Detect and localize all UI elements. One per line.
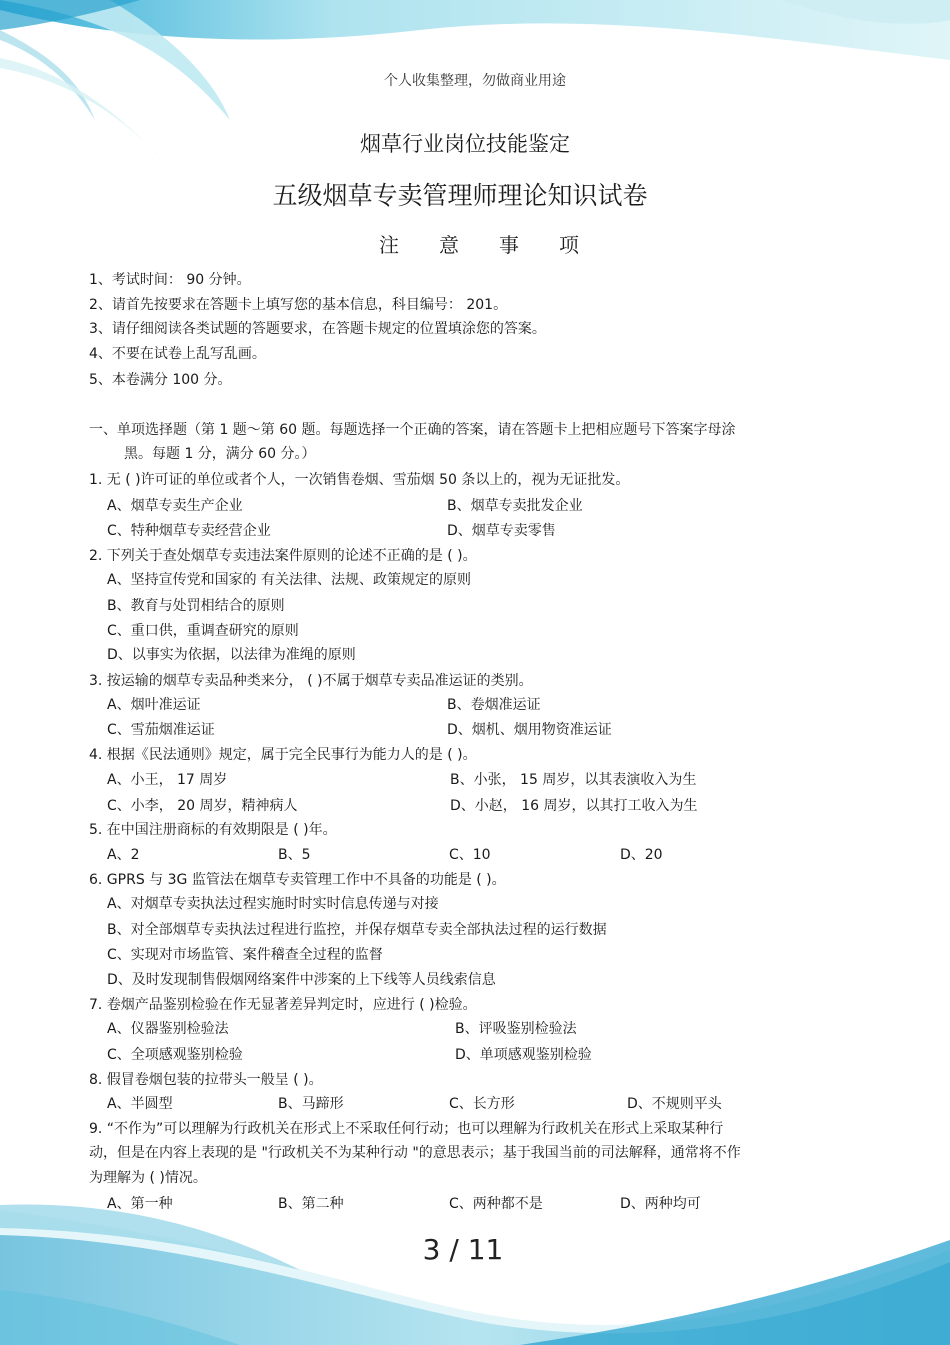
- question-option: D、20: [620, 847, 663, 863]
- question-option: D、小赵， 16 周岁，以其打工收入为生: [450, 798, 698, 814]
- question-option: D、烟草专卖零售: [447, 523, 556, 539]
- notice-item: 1、考试时间： 90 分钟。: [89, 272, 251, 288]
- question-option: A、对烟草专卖执法过程实施时时实时信息传递与对接: [107, 896, 439, 912]
- section-heading: 一、单项选择题（第 1 题～第 60 题。每题选择一个正确的答案，请在答题卡上把相应题号下答案字母涂: [89, 422, 736, 438]
- question-option: B、烟草专卖批发企业: [447, 498, 583, 514]
- question-stem: 7. 卷烟产品鉴别检验在作无显著差异判定时，应进行 ( )检验。: [89, 997, 477, 1013]
- question-option: D、及时发现制售假烟网络案件中涉案的上下线等人员线索信息: [107, 972, 496, 988]
- question-option: A、坚持宣传党和国家的 有关法律、法规、政策规定的原则: [107, 572, 472, 588]
- question-option: C、特种烟草专卖经营企业: [107, 523, 271, 539]
- question-stem: 1. 无 ( )许可证的单位或者个人，一次销售卷烟、雪茄烟 50 条以上的，视为无证批发。: [89, 472, 630, 488]
- question-option: D、单项感观鉴别检验: [455, 1047, 592, 1063]
- question-option: A、第一种: [107, 1196, 173, 1212]
- question-option: A、2: [107, 847, 140, 863]
- question-option: C、实现对市场监管、案件稽查全过程的监督: [107, 947, 383, 963]
- question-stem-cont: 为理解为 ( )情况。: [89, 1170, 207, 1186]
- exam-title-line1: 烟草行业岗位技能鉴定: [360, 132, 570, 156]
- question-stem: 4. 根据《民法通则》规定，属于完全民事行为能力人的是 ( )。: [89, 747, 477, 763]
- question-option: B、评吸鉴别检验法: [455, 1021, 577, 1037]
- question-option: B、马蹄形: [278, 1096, 344, 1112]
- question-option: A、半圆型: [107, 1096, 173, 1112]
- question-option: D、不规则平头: [627, 1096, 722, 1112]
- question-option: C、10: [449, 847, 491, 863]
- question-option: C、重口供，重调查研究的原则: [107, 623, 299, 639]
- notice-item: 2、请首先按要求在答题卡上填写您的基本信息，科目编号： 201。: [89, 297, 508, 313]
- question-stem: 5. 在中国注册商标的有效期限是 ( )年。: [89, 822, 337, 838]
- notice-heading: 注意事项: [379, 233, 619, 257]
- exam-title-line2: 五级烟草专卖管理师理论知识试卷: [272, 181, 648, 210]
- notice-item: 5、本卷满分 100 分。: [89, 372, 232, 388]
- notice-item: 4、不要在试卷上乱写乱画。: [89, 346, 266, 362]
- question-stem: 9. “不作为”可以理解为行政机关在形式上不采取任何行动；也可以理解为行政机关在形式上采取某种行: [89, 1121, 724, 1137]
- question-option: C、小李， 20 周岁，精神病人: [107, 798, 298, 814]
- question-option: B、第二种: [278, 1196, 344, 1212]
- section-heading-cont: 黑。每题 1 分，满分 60 分。）: [124, 446, 316, 462]
- question-stem: 2. 下列关于查处烟草专卖违法案件原则的论述不正确的是 ( )。: [89, 548, 477, 564]
- question-option: B、小张， 15 周岁，以其表演收入为生: [450, 772, 697, 788]
- question-option: A、仪器鉴别检验法: [107, 1021, 229, 1037]
- question-option: B、对全部烟草专卖执法过程进行监控，并保存烟草专卖全部执法过程的运行数据: [107, 922, 607, 938]
- question-stem: 8. 假冒卷烟包装的拉带头一般呈 ( )。: [89, 1072, 323, 1088]
- page-number: 3 / 11: [422, 1233, 504, 1266]
- question-option: C、长方形: [449, 1096, 515, 1112]
- question-option: A、小王， 17 周岁: [107, 772, 228, 788]
- question-option: C、两种都不是: [449, 1196, 543, 1212]
- question-option: C、雪茄烟准运证: [107, 722, 215, 738]
- question-option: B、卷烟准运证: [447, 697, 541, 713]
- question-option: B、教育与处罚相结合的原则: [107, 598, 285, 614]
- question-option: D、两种均可: [620, 1196, 701, 1212]
- notice-item: 3、请仔细阅读各类试题的答题要求，在答题卡规定的位置填涂您的答案。: [89, 321, 546, 337]
- question-option: D、烟机、烟用物资准运证: [447, 722, 612, 738]
- question-option: D、以事实为依据，以法律为准绳的原则: [107, 647, 356, 663]
- question-option: B、5: [278, 847, 311, 863]
- question-option: A、烟草专卖生产企业: [107, 498, 243, 514]
- question-stem: 3. 按运输的烟草专卖品种类来分， ( )不属于烟草专卖品准运证的类别。: [89, 673, 533, 689]
- question-stem: 6. GPRS 与 3G 监管法在烟草专卖管理工作中不具备的功能是 ( )。: [89, 872, 506, 888]
- question-option: A、烟叶准运证: [107, 697, 201, 713]
- question-option: C、全项感观鉴别检验: [107, 1047, 243, 1063]
- watermark-text: 个人收集整理，勿做商业用途: [384, 73, 566, 89]
- question-stem-cont: 动，但是在内容上表现的是 "行政机关不为某种行动 "的意思表示；基于我国当前的司法解释，通常将不作: [89, 1145, 741, 1161]
